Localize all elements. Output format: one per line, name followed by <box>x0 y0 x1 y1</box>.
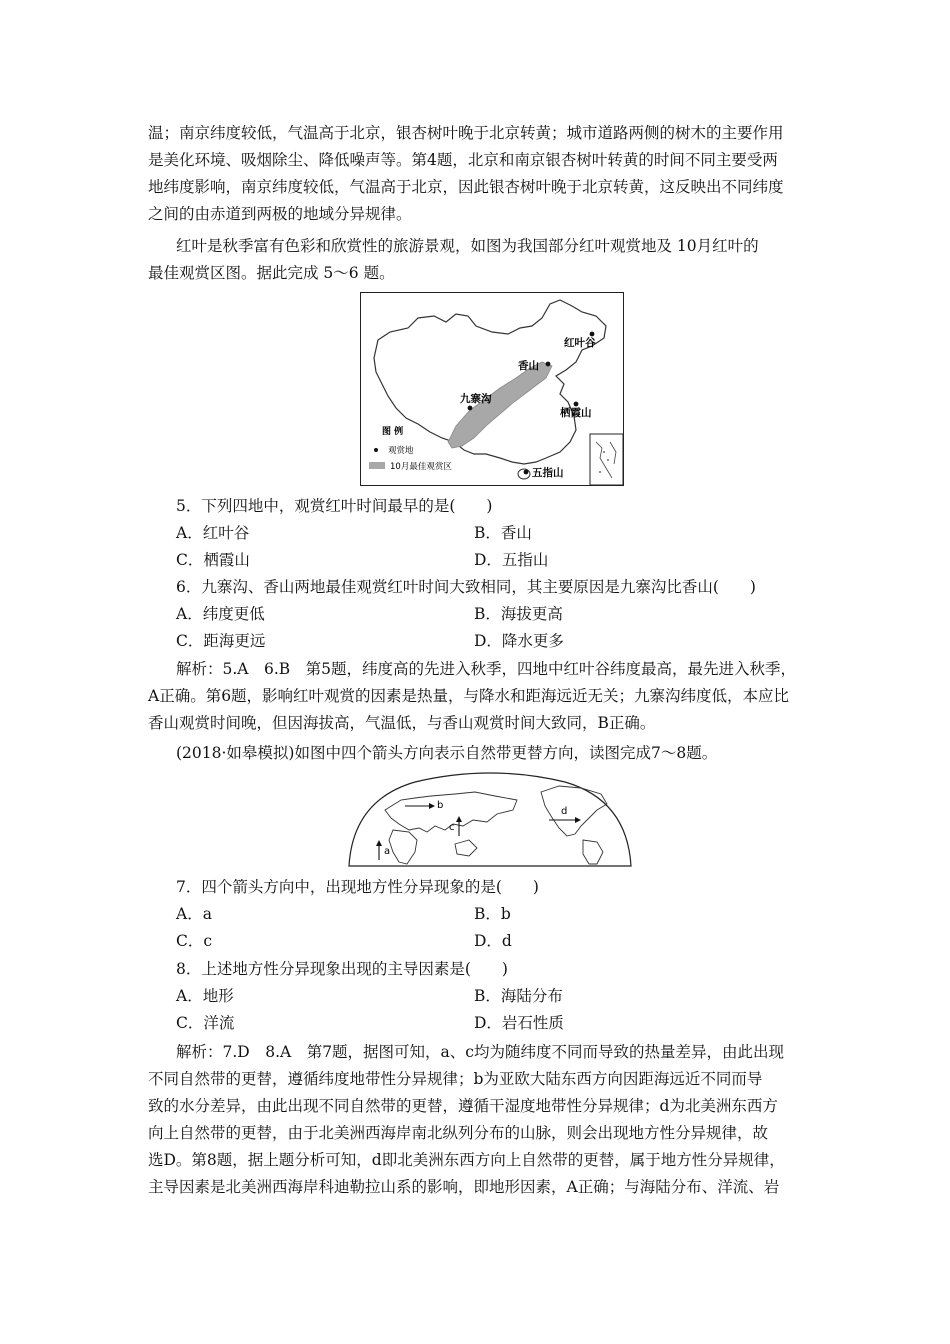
arrow-a-label: a <box>384 846 391 857</box>
xiangshan-point <box>546 362 551 367</box>
china-red-leaves-map <box>360 292 624 486</box>
legend-area-label: 10月最佳观赏区 <box>390 462 452 472</box>
label-qixiashan: 栖霞山 <box>560 407 592 419</box>
qixiashan-point <box>574 402 579 407</box>
q6-option-d: D．降水更多 <box>474 632 564 650</box>
arrow-d-label: d <box>561 806 568 817</box>
label-xiangshan: 香山 <box>518 360 539 372</box>
analysis2-line-2: 不同自然带的更替，遵循纬度地带性分异规律；b为亚欧大陆东西方向因距海远近不同而导 <box>148 1070 763 1088</box>
south-china-sea-inset <box>590 434 623 485</box>
legend-area-symbol <box>369 462 385 469</box>
legend-point-symbol <box>374 448 378 452</box>
arrow-b-label: b <box>437 800 444 811</box>
intro-line-1: 温；南京纬度较低，气温高于北京，银杏树叶晚于北京转黄；城市道路两侧的树木的主要作用 <box>148 124 784 142</box>
q8-option-d: D．岩石性质 <box>474 1014 564 1032</box>
q7-option-c: C．c <box>176 932 213 950</box>
q8-option-b: B．海陆分布 <box>474 987 563 1005</box>
q8-option-a: A．地形 <box>176 987 234 1005</box>
q7-option-d: D．d <box>474 932 512 950</box>
label-hongyegu: 红叶谷 <box>564 337 596 349</box>
q8-stem: 8．上述地方性分异现象出现的主导因素是( ) <box>176 960 508 978</box>
analysis2-line-3: 致的水分差异，由此出现不同自然带的更替，遵循干湿度地带性分异规律；d为北美洲东西方 <box>148 1097 778 1115</box>
hainan-island <box>518 469 530 479</box>
q5-option-b: B．香山 <box>474 524 532 542</box>
passage1-line-2: 最佳观赏区图。据此完成 5～6 题。 <box>148 264 395 282</box>
passage2: (2018·如皋模拟)如图中四个箭头方向表示自然带更替方向，读图完成7～8题。 <box>176 744 718 762</box>
hongyegu-point <box>590 332 595 337</box>
jiuzhaigou-point <box>468 406 473 411</box>
q5-option-d: D．五指山 <box>474 551 549 569</box>
legend-title: 图 例 <box>382 427 404 437</box>
q6-option-b: B．海拔更高 <box>474 605 563 623</box>
arrow-c-label: c <box>449 822 455 833</box>
intro-line-3: 地纬度影响，南京纬度较低，气温高于北京，因此银杏树叶晚于北京转黄，这反映出不同纬度 <box>148 178 784 196</box>
q5-option-a: A．红叶谷 <box>176 524 250 542</box>
wuzhishan-point <box>524 470 529 475</box>
q7-option-b: B．b <box>474 905 511 923</box>
label-jiuzhaigou: 九寨沟 <box>460 393 492 405</box>
passage1-line-1: 红叶是秋季富有色彩和欣赏性的旅游景观，如图为我国部分红叶观赏地及 10月红叶的 <box>176 237 759 255</box>
q8-option-c: C．洋流 <box>176 1014 235 1032</box>
analysis2-line-5: 选D。第8题，据上题分析可知，d即北美洲东西方向上自然带的更替，属于地方性分异规律， <box>148 1151 785 1169</box>
analysis1-line-1: 解析：5.A 6.B 第5题，纬度高的先进入秋季，四地中红叶谷纬度最高，最先进入秋季， <box>176 660 797 678</box>
intro-line-4: 之间的由赤道到两极的地域分异规律。 <box>148 205 412 223</box>
q5-stem: 5．下列四地中，观赏红叶时间最早的是( ) <box>176 497 493 515</box>
analysis1-line-2: A正确。第6题，影响红叶观赏的因素是热量，与降水和距海远近无关；九寨沟纬度低，本应比 <box>148 687 790 705</box>
q7-stem: 7．四个箭头方向中，出现地方性分异现象的是( ) <box>176 878 539 896</box>
q5-option-c: C．栖霞山 <box>176 551 250 569</box>
analysis1-line-3: 香山观赏时间晚，但因海拔高，气温低，与香山观赏时间大致同，B正确。 <box>148 714 656 732</box>
q6-stem: 6．九寨沟、香山两地最佳观赏红叶时间大致相同，其主要原因是九寨沟比香山( ) <box>176 578 756 596</box>
legend-point-label: 观赏地 <box>388 446 414 456</box>
label-wuzhishan: 五指山 <box>532 467 564 479</box>
q7-option-a: A．a <box>176 905 212 923</box>
q6-option-c: C．距海更远 <box>176 632 266 650</box>
analysis2-line-4: 向上自然带的更替，由于北美洲西海岸南北纵列分布的山脉，则会出现地方性分异规律，故 <box>148 1124 769 1142</box>
q6-option-a: A．纬度更低 <box>176 605 265 623</box>
world-natural-zones-map <box>345 770 635 870</box>
intro-line-2: 是美化环境、吸烟除尘、降低噪声等。第4题，北京和南京银杏树叶转黄的时间不同主要受两 <box>148 151 778 169</box>
analysis2-line-6: 主导因素是北美洲西海岸科迪勒拉山系的影响，即地形因素，A正确；与海陆分布、洋流、岩 <box>148 1178 780 1196</box>
analysis2-line-1: 解析：7.D 8.A 第7题，据图可知，a、c均为随纬度不同而导致的热量差异，由此出现 <box>176 1043 784 1061</box>
